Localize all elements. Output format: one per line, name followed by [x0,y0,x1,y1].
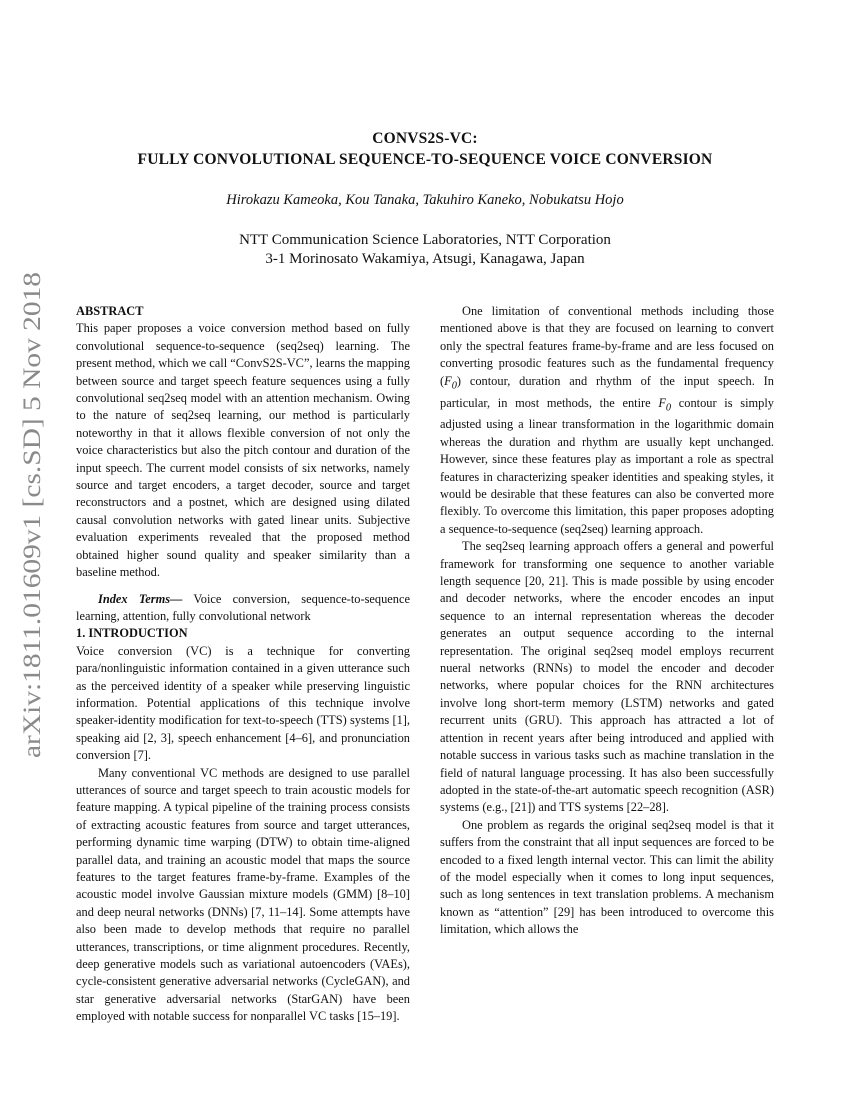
left-column [76,303,410,1026]
right-column [440,303,774,939]
index-terms-label: Index Terms— [98,591,183,606]
abstract-heading: ABSTRACT [76,304,144,318]
index-terms [76,591,410,626]
title-line-2: FULLY CONVOLUTIONAL SEQUENCE-TO-SEQUENCE VOICE CONVERSION [137,151,713,168]
affiliation-line-1: NTT Communication Science Laboratories, NTT Corporation [239,232,611,248]
f0-subscript-2: 0 [665,401,672,413]
f0-symbol-letter: F [444,373,452,388]
introduction-heading: 1. INTRODUCTION [76,626,188,641]
f0-subscript: 0 [451,380,457,392]
affiliation [75,231,775,269]
arxiv-identifier-text: arXiv:1811.01609v1 [cs.SD] 5 Nov 2018 [17,336,46,758]
abstract-body: This paper proposes a voice conversion method based on fully convolutional sequence-to-sequence (seq2seq) learning. The present method, which we call “ConvS2S-VC”, learns the mapping between source and target speech feature sequences using a fully convolutional seq2seq model with an attention mechanism. Owing to the nature of seq2seq learning, our method is particularly noteworthy in that it allows flexible conversion of not only the voice characteristics but also the pitch contour and duration of the input speech. The current model consists of six networks, namely source and target encoders, a target decoder, source and target reconstructors and a postnet, which are designed using dilated causal convolution networks with gated linear units. Subjective evaluation experiments revealed that the proposed method obtained higher sound quality and speaker similarity than a baseline method. [76,321,410,580]
p3-text-b: ) contour, duration and rhythm of the input speech. In particular, in most methods, the entire [440,373,774,410]
f0-symbol-letter-2: F [658,395,666,410]
index-terms-text: Voice conversion, sequence-to-sequence learning, attention, fully convolutional network [76,591,410,623]
affiliation-line-2: 3-1 Morinosato Wakamiya, Atsugi, Kanagawa, Japan [265,251,585,267]
p3-text-a: One limitation of conventional methods including those mentioned above is that they are focused on learning to convert only the spectral features frame-by-frame and are less focused on converting prosodic features such as the fundamental frequency ( [440,304,774,388]
intro-paragraph-2: Many conventional VC methods are designed to use parallel utterances of source and target speech to train acoustic models for feature mapping. A typical pipeline of the training process consists of extracting acoustic features from source and target utterances, performing dynamic time warping (DTW) to obtain time-aligned parallel data, and training an acoustic model that maps the source features to the target features frame-by-frame. Examples of the acoustic model involve Gaussian mixture models (GMM) [8–10] and deep neural networks (DNNs) [7, 11–14]. Some attempts have also been made to develop methods that require no parallel utterances, transcriptions, or time alignment procedures. Recently, deep generative models such as variational autoencoders (VAEs), cycle-consistent generative adversarial networks (CycleGAN), and star generative adversarial networks (StarGAN) have been employed with notable success for nonparallel VC tasks [15–19]. [76,765,410,1024]
title-line-1: CONVS2S-VC: [372,130,478,147]
arxiv-identifier [6,270,54,760]
f0-symbol-2 [658,395,672,413]
author-list: Hirokazu Kameoka, Kou Tanaka, Takuhiro Kaneko, Nobukatsu Hojo [226,192,624,208]
intro-paragraph-3 [440,303,774,538]
intro-paragraph-4: The seq2seq learning approach offers a general and powerful framework for transforming one sequence to another variable length sequence [20, 21]. This is made possible by using encoder and decoder networks, where the encoder encodes an input sequence to an internal representation whereas the decoder generates an output sequence according to the internal representation. The original seq2seq model employs recurrent nueral networks (RNNs) to model the encoder and decoder networks, where popular choices for the RNN architectures involve long short-term memory (LSTM) networks and gated recurrent units (GRU). This approach has attracted a lot of attention in recent years after being introduced and applied with notable success in various tasks such as machine translation in the field of natural language processing. It has also been successfully adopted in the state-of-the-art automatic speech recognition (ASR) systems (e.g., [21]) and TTS systems [22–28]. [440,539,774,815]
paper-title [75,128,775,170]
f0-symbol [444,373,457,392]
p3-text-c: contour is simply adjusted using a linear transformation in the logarithmic domain whereas the duration and rhythm are usually kept unchanged. However, since these features play as important a role as spectral features in characterizing speaker identities and speaking styles, it would be desirable that these features can also be converted more flexibly. To overcome this limitation, this paper proposes adopting a sequence-to-sequence (seq2seq) learning approach. [440,395,774,536]
intro-paragraph-5: One problem as regards the original seq2seq model is that it suffers from the constraint that all input sequences are forced to be encoded to a fixed length internal vector. This can limit the ability of the model especially when it comes to long input sequences, such as long sentences in text translation problems. A mechanism known as “attention” [29] has been introduced to overcome this limitation, which allows the [440,817,774,937]
intro-paragraph-1: Voice conversion (VC) is a technique for converting para/nonlinguistic information contained in a given utterance such as the perceived identity of a speaker while preserving linguistic information. Potential applications of this technique involve speaker-identity modification for text-to-speech (TTS) systems [1], speaking aid [2, 3], speech enhancement [4–6], and pronunciation conversion [7]. [76,643,410,763]
